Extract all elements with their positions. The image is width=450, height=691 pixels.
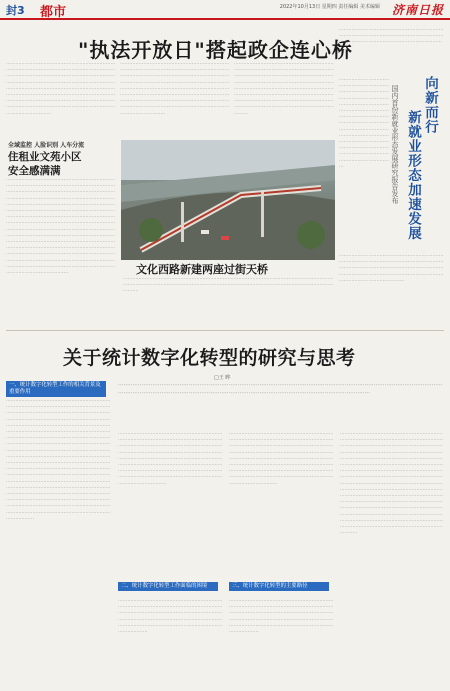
issue-meta: 2022年10月13日 星期四 责任编辑 美术编辑 (279, 4, 380, 10)
section-divider (6, 330, 444, 331)
photo-caption: ························································································································································································································································································ (123, 277, 334, 295)
story2-body-col2b: ·································································································································································································································································································································································· (118, 599, 223, 636)
story1-headline: "执法开放日"搭起政企连心桥 (78, 38, 353, 62)
story2-body-col1: ··········································································································································································································································································································································································································································································································································································································································································································································································································································································································································································································································································································································································································································································································································· (6, 399, 111, 522)
overpass-photo-image (121, 140, 335, 260)
story2-abstract: ······························································································································································································································································································································ (118, 383, 443, 397)
section-tag-1: 一、统计数字化转型工作的相关背景及重要作用 (6, 381, 106, 397)
story1-body-col1: ············································································································································································································································································································································································································································································································································································································· (6, 62, 116, 117)
sidebar-headline-b: 新就业形态加速发展 (405, 110, 421, 241)
story2-headline: 关于统计数字化转型的研究与思考 (63, 347, 356, 369)
story2-author: □王 晔 (214, 375, 231, 381)
story2-body-col2a: ······················································································································································································································································································································································································································································································································································································· (118, 432, 223, 487)
photo-title: 文化西路新建两座过街天桥 (136, 263, 268, 276)
story1-body-col2: ············································································································································································································································································································································································································································································································································································································· (120, 62, 230, 117)
story2-body-col4: ··········································································································································································································································································································································································································································································································································································································································································································································································································································································································································································································································································································· (340, 432, 443, 537)
story2-body-col3a: ······················································································································································································································································································································································································································································································································································································· (229, 432, 334, 487)
sidebar-headline-a: 向新而行 (422, 76, 438, 134)
sidebar-body: ··································································································································································································································································································································································································································································· (339, 78, 389, 170)
story1-body-col3: ········································································································································································································································································································································································································································································································································· (234, 62, 334, 117)
sidebar-intro: ········································································································································································································ (339, 28, 444, 46)
section-tag-3: 三、统计数字化转型的主要路径 (229, 582, 329, 591)
page-number: 封3 (6, 4, 25, 17)
masthead (0, 0, 450, 20)
newspaper-logo: 济南日报 (391, 3, 444, 17)
section-title: 都市 (40, 5, 67, 20)
overpass-photo (121, 140, 335, 260)
story3-body: ·································································································································································································································································································································································································································································································································································································································································································································································································································································································································································································································································································································· (6, 178, 116, 277)
sidebar-body2: ······················································································································································································································································································································ (339, 254, 444, 284)
section-tag-2: 二、统计数字化转型工作面临的困境 (118, 582, 218, 591)
story2-body-col3b: ·································································································································································································································································································································································· (229, 599, 334, 636)
story3-headline-line1: 住租业文苑小区 (8, 151, 82, 163)
sidebar-subtitle: 国内首份新就业形态发展研究报告发布 (391, 85, 399, 204)
story3-kicker: 全域监控 人脸识别 人车分流 (8, 142, 85, 149)
story3-headline-line2: 安全感满满 (8, 165, 61, 177)
